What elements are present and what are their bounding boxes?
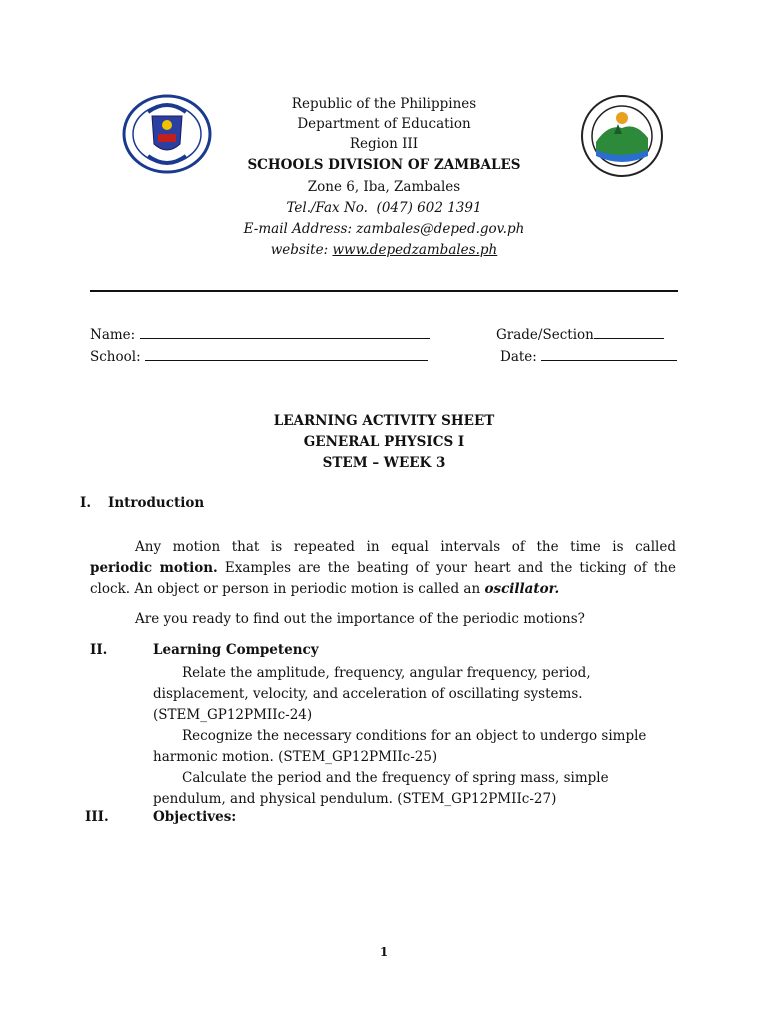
name-blank[interactable]	[140, 327, 430, 339]
school-field-row	[90, 349, 428, 365]
grade-section-label: Grade/Section	[496, 327, 594, 343]
date-field-row	[500, 349, 677, 365]
title-week: STEM – WEEK 3	[322, 455, 446, 471]
header-region: Region III	[349, 136, 419, 152]
intro-paragraph	[90, 537, 676, 600]
title-activity-sheet: LEARNING ACTIVITY SHEET	[273, 413, 495, 429]
name-label: Name:	[90, 327, 136, 343]
header-department: Department of Education	[297, 116, 471, 132]
section-ii-numeral: II.	[90, 642, 108, 658]
page-number: 1	[379, 945, 389, 959]
header-website	[0, 240, 768, 261]
email-label: E-mail Address:	[243, 221, 352, 237]
section-iii-numeral: III.	[85, 809, 109, 825]
competency-list	[153, 663, 683, 810]
website-link[interactable]: www.depedzambales.ph	[332, 242, 498, 258]
competency-3-line-1: Calculate the period and the frequency of spring mass, simple	[182, 770, 609, 786]
email-value: zambales@deped.gov.ph	[356, 221, 525, 237]
tel-value: (047) 602 1391	[376, 200, 482, 216]
school-label: School:	[90, 349, 141, 365]
section-iii-heading: Objectives:	[153, 809, 237, 825]
competency-3-line-2: pendulum, and physical pendulum. (STEM_GP12PMIIc-27)	[153, 791, 557, 807]
term-oscillator: oscillator.	[484, 581, 560, 597]
grade-field-row	[496, 327, 664, 343]
competency-2-line-1: Recognize the necessary conditions for an object to undergo simple	[182, 728, 647, 744]
header-divider	[90, 290, 678, 292]
section-i-heading: Introduction	[108, 495, 205, 511]
competency-1-line-3: (STEM_GP12PMIIc-24)	[153, 707, 313, 723]
title-subject: GENERAL PHYSICS I	[303, 434, 465, 450]
school-blank[interactable]	[145, 349, 428, 361]
header-tel	[0, 198, 768, 219]
name-field-row	[90, 327, 430, 343]
competency-1-line-2: displacement, velocity, and acceleration of oscillating systems.	[153, 686, 583, 702]
section-ii-heading: Learning Competency	[153, 642, 319, 658]
grade-section-blank[interactable]	[594, 327, 664, 339]
date-label: Date:	[500, 349, 537, 365]
term-periodic-motion: periodic motion.	[90, 560, 218, 576]
section-i-numeral: I.	[80, 495, 92, 511]
intro-line-3-text: clock. An object or person in periodic motion is called an	[90, 581, 481, 597]
header-republic: Republic of the Philippines	[291, 96, 477, 112]
header-division: SCHOOLS DIVISION OF ZAMBALES	[247, 157, 521, 173]
tel-label: Tel./Fax No.	[286, 200, 368, 216]
intro-line-2	[90, 558, 676, 579]
intro-line-1: Any motion that is repeated in equal intervals of the time is called	[135, 539, 676, 555]
intro-line-2-text: Examples are the beating of your heart and the ticking of the	[224, 560, 677, 576]
intro-line-3	[90, 579, 676, 600]
date-blank[interactable]	[541, 349, 677, 361]
header-email	[0, 219, 768, 240]
competency-2-line-2: harmonic motion. (STEM_GP12PMIIc-25)	[153, 749, 438, 765]
header-address: Zone 6, Iba, Zambales	[307, 179, 461, 195]
website-label: website:	[270, 242, 329, 258]
competency-1-line-1: Relate the amplitude, frequency, angular frequency, period,	[182, 665, 591, 681]
intro-question: Are you ready to find out the importance of the periodic motions?	[135, 611, 585, 627]
